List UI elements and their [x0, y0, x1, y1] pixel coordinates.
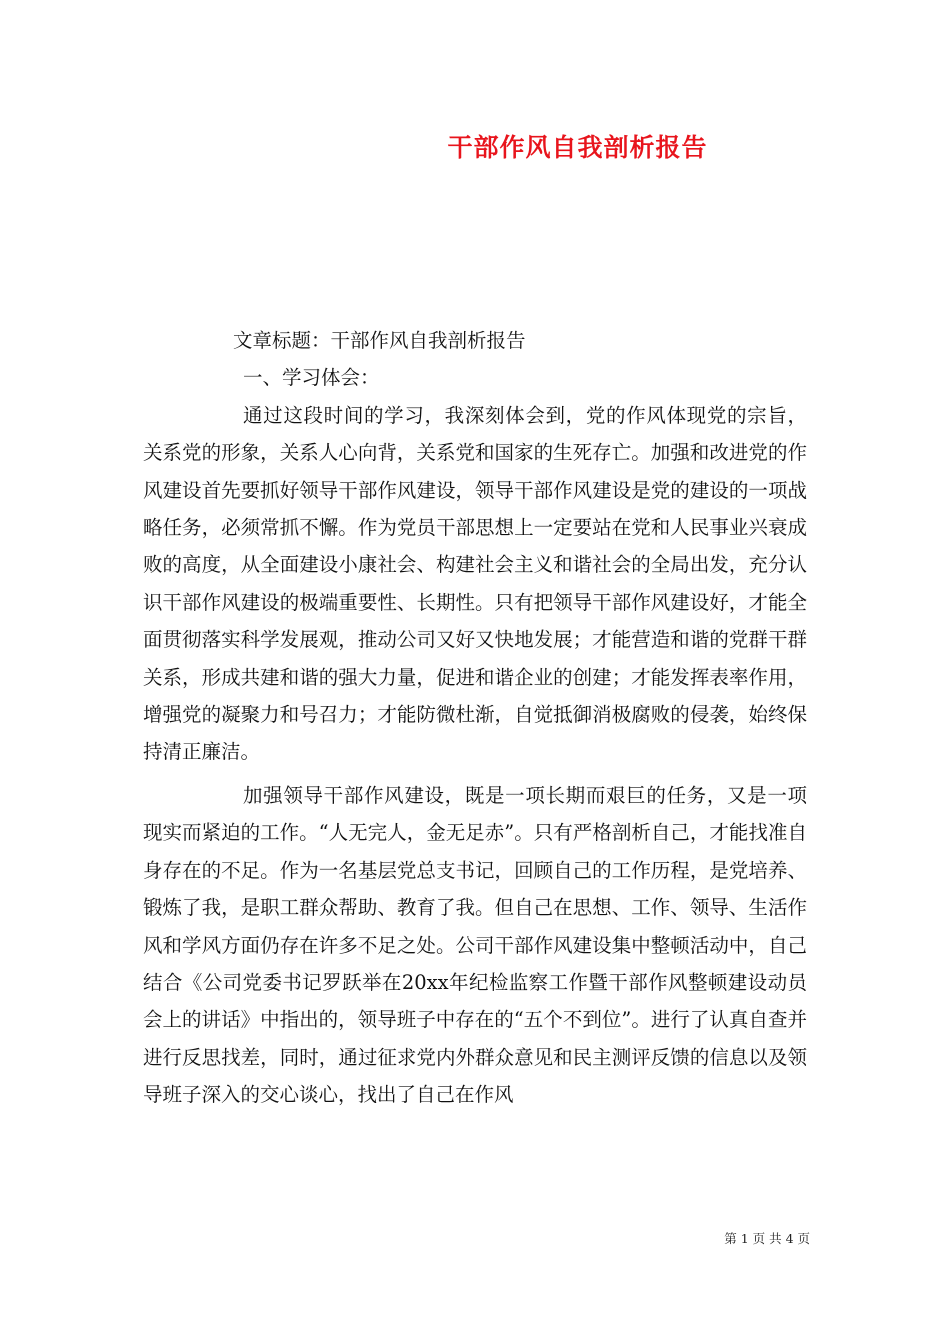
article-title-line: 文章标题：干部作风自我剖析报告: [233, 329, 526, 352]
paragraph-2: 加强领导干部作风建设，既是一项长期而艰巨的任务，又是一项现实而紧迫的工作。“人无完人，金无足赤”。只有严格剖析自己，才能找准自身存在的不足。作为一名基层党总支书记，回顾自己的工作历程，是党培养、锻炼了我，是职工群众帮助、教育了我。但自己在思想、工作、领导、生活作风和学风方面仍存在许多不足之处。公司干部作风建设集中整顿活动中，自己结合《公司党委书记罗跃举在20xx年纪检监察工作暨干部作风整顿建设动员会上的讲话》中指出的，领导班子中存在的“五个不到位”。进行了认真自查并进行反思找差，同时，通过征求党内外群众意见和民主测评反馈的信息以及领导班子深入的交心谈心，找出了自己在作风: [143, 783, 807, 1107]
document-body: [143, 322, 807, 1114]
paragraph-1: 通过这段时间的学习，我深刻体会到，党的作风体现党的宗旨，关系党的形象，关系人心向背，关系党和国家的生死存亡。加强和改进党的作风建设首先要抓好领导干部作风建设，领导干部作风建设是党的建设的一项战略任务，必须常抓不懈。作为党员干部思想上一定要站在党和人民事业兴衰成败的高度，从全面建设小康社会、构建社会主义和谐社会的全局出发，充分认识干部作风建设的极端重要性、长期性。只有把领导干部作风建设好，才能全面贯彻落实科学发展观，推动公司又好又快地发展；才能营造和谐的党群干群关系，形成共建和谐的强大力量，促进和谐企业的创建；才能发挥表率作用，增强党的凝聚力和号召力；才能防微杜渐，自觉抵御消极腐败的侵袭，始终保持清正廉洁。: [143, 403, 807, 764]
page-number-footer: 第 1 页 共 4 页: [724, 1231, 810, 1246]
section-heading: 一、学习体会：: [243, 366, 380, 390]
document-title: 干部作风自我剖析报告: [447, 133, 708, 162]
